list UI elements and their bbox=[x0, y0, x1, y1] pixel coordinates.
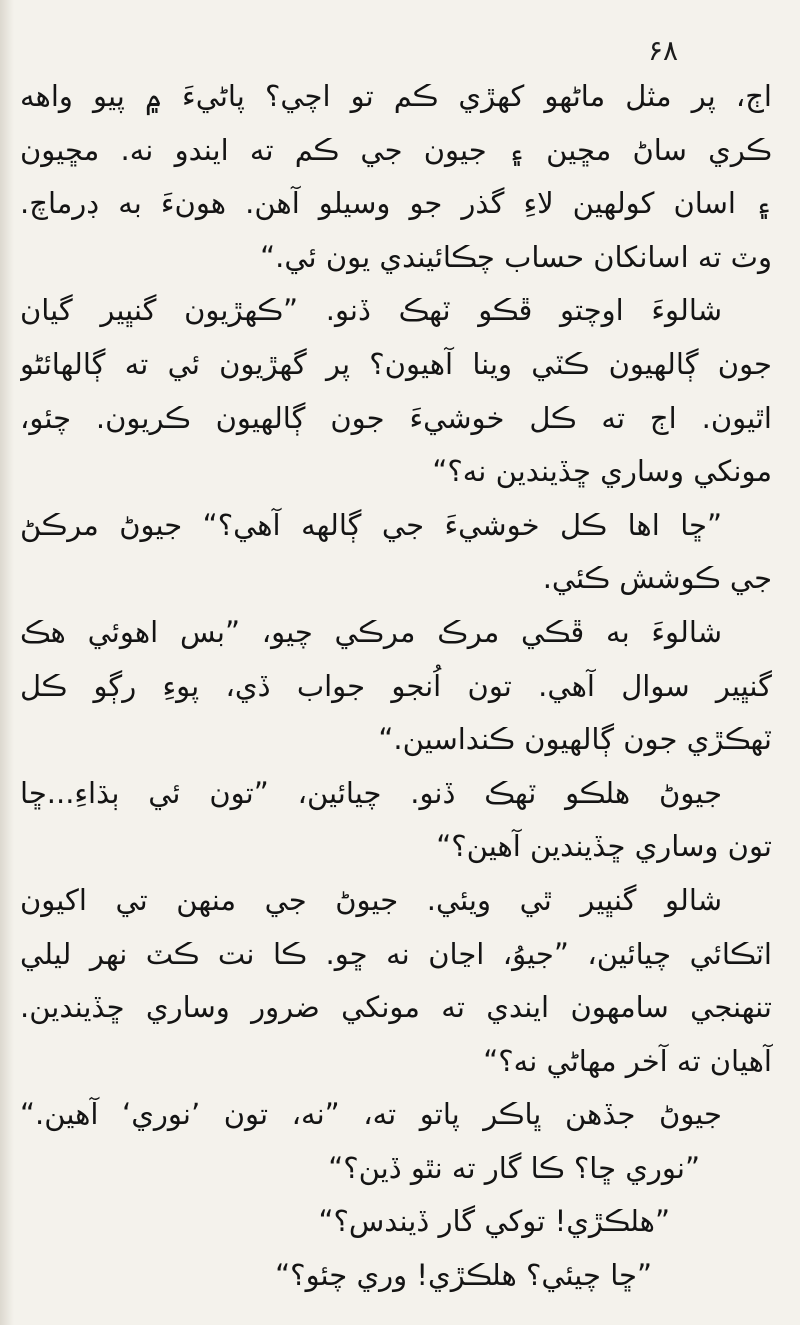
text-line-7: اٿيون. اڄ ته ڪل خوشيءَ جون ڳالهيون ڪريون. چئو، bbox=[20, 400, 772, 435]
text-line-1: اڄ، پر مثل ماڻهو کهڙي ڪم تو اچي؟ پاڻيءَ ۾ پيو واهه bbox=[20, 79, 772, 113]
text-line-19: آهيان ته آخر مهاڻي نه؟“ bbox=[483, 1043, 772, 1078]
text-line-2: ڪري ساڻ مڇين ۽ جيون جي ڪم ته ايندو نه. مڇيون bbox=[20, 132, 772, 167]
text-line-13: ٽهڪڙي جون ڳالهيون ڪنداسين.“ bbox=[378, 722, 772, 757]
text-line-9: ”ڇا اها ڪل خوشيءَ جي ڳالهه آهي؟“ جيوڻ مرڪڻ bbox=[20, 507, 722, 542]
text-line-4: وٽ ته اسانکان حساب چڪائيندي يون ئي.“ bbox=[260, 239, 772, 274]
body-text bbox=[20, 70, 780, 1303]
text-line-23: ”ڇا چيئي؟ هلڪڙي! وري چئو؟“ bbox=[275, 1258, 652, 1293]
text-line-22: ”هلڪڙي! توکي گار ڏيندس؟“ bbox=[318, 1204, 670, 1239]
text-line-10: جي ڪوشش ڪئي. bbox=[542, 561, 772, 596]
text-line-3: ۽ اسان کولهين لاءِ گذر جو وسيلو آهن. هونءَ به ڊرماچ. bbox=[20, 186, 772, 221]
page-binding-shadow bbox=[0, 0, 14, 1325]
text-line-11: شالوءَ به ڦڪي مرڪ مرڪي چيو، ”بس اهوئي هڪ bbox=[20, 614, 722, 649]
text-line-14: جيوڻ هلڪو ٽهڪ ڏنو. چيائين، ”تون ئي ٻڌاءِ...ڇا bbox=[20, 775, 722, 810]
text-line-15: تون وساري ڇڏيندين آهين؟“ bbox=[436, 829, 772, 864]
text-line-5: شالوءَ اوچتو ڦڪو ٽهڪ ڏنو. ”ڪهڙيون گنڀير گيان bbox=[20, 293, 722, 328]
text-line-6: جون ڳالهيون ڪٽي وينا آهيون؟ پر گهڙيون ئي ته ڳالهائڻو bbox=[20, 346, 772, 381]
text-line-20: جيوڻ جڏهن ڀاڪر پاتو ته، ”نه، تون ’نوري‘ آهين.“ bbox=[20, 1097, 722, 1132]
text-line-12: گنڀير سوال آهي. تون اُنجو جواب ڏي، پوءِ رڳو ڪل bbox=[20, 668, 772, 703]
page-number: ۶۸ bbox=[648, 34, 679, 67]
text-line-18: تنهنجي سامهون ايندي ته مونکي ضرور وساري ڇڏيندين. bbox=[20, 990, 772, 1025]
text-line-16: شالو گنڀير ٿي ويئي. جيوڻ جي منهن تي اکيون bbox=[20, 882, 722, 917]
text-line-8: مونکي وساري ڇڏيندين نه؟“ bbox=[432, 454, 772, 489]
text-line-21: ”نوري ڇا؟ ڪا گار ته نٿو ڏين؟“ bbox=[328, 1150, 700, 1185]
text-line-17: اٽڪائي چيائين، ”جيوُ، اڃان نه ڇو. ڪا نت ڪٽ نهر ليلي bbox=[20, 936, 772, 971]
